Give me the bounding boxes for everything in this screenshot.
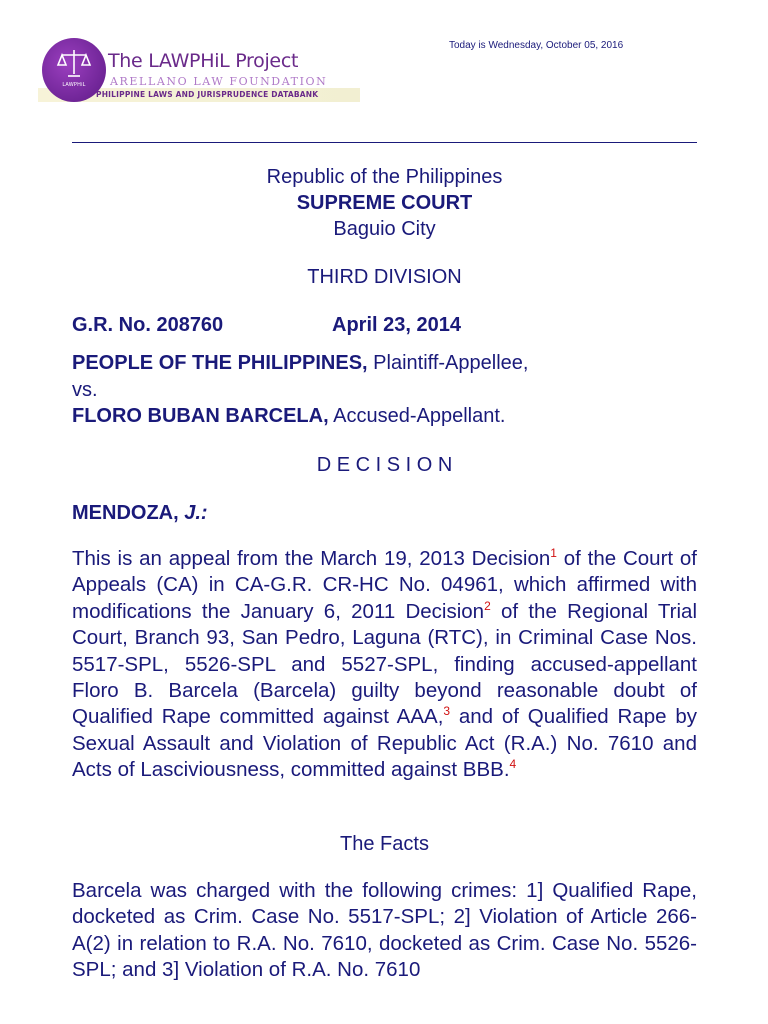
footnote-link-3[interactable]: 3 (443, 704, 451, 719)
ponente-name: MENDOZA, (72, 502, 185, 524)
date-text: Today is Wednesday, October 05, 2016 (449, 40, 624, 51)
facts-heading: The Facts (340, 833, 429, 855)
ponente-line (72, 500, 208, 526)
header-divider (72, 142, 697, 143)
logo-circle-text: LAWPHiL (62, 82, 86, 88)
plaintiff-line (72, 350, 528, 376)
logo-emblem (42, 38, 106, 102)
footnote-link-4[interactable]: 4 (509, 757, 517, 772)
plaintiff-name: PEOPLE OF THE PHILIPPINES, (72, 352, 368, 374)
case-date: April 23, 2014 (332, 314, 461, 336)
intro-seg1: This is an appeal from the March 19, 2013 Decision (72, 547, 551, 570)
logo-subtitle: ARELLANO LAW FOUNDATION (110, 75, 328, 88)
intro-seg2: of the Court of Appeals (CA) in CA-G.R. CR-HC No. 04961, which affirmed with modifications the January 6, 2011 Decision (72, 547, 697, 623)
republic-line: Republic of the Philippines (266, 166, 503, 188)
decision-heading: D E C I S I O N (316, 454, 453, 476)
court-city: Baguio City (333, 218, 436, 240)
logo-title-prefix: The (108, 50, 149, 72)
logo-title-suffix: Project (229, 50, 299, 72)
logo-title (108, 50, 298, 72)
accused-name: FLORO BUBAN BARCELA, (72, 405, 329, 427)
footnote-link-1[interactable]: 1 (550, 546, 557, 561)
intro-seg4: and of Qualified Rape by Sexual Assault and Violation of Republic Act (R.A.) No. 7610 and Acts of Lasciviousness, committed against BBB. (72, 705, 697, 782)
versus-line: vs. (72, 379, 98, 401)
accused-role: Accused-Appellant. (328, 405, 506, 427)
plaintiff-role: Plaintiff-Appellee, (367, 352, 529, 374)
logo-title-brand: LAWPHiL (148, 50, 230, 72)
intro-paragraph (72, 546, 697, 784)
accused-line (72, 403, 505, 429)
footnote-link-2[interactable]: 2 (484, 598, 491, 613)
logo-band-text: PHILIPPINE LAWS AND JURISPRUDENCE DATABANK (96, 90, 319, 99)
division-name: THIRD DIVISION (307, 266, 462, 288)
intro-seg3: of the Regional Trial Court, Branch 93, San Pedro, Laguna (RTC), in Criminal Case Nos. 5517-SPL, 5526-SPL and 5527-SPL, finding accused-appellant Floro B. Barcela (Barcela) guilty beyond reasonable doubt of Qualified Rape committed against AAA, (72, 599, 697, 729)
court-name: SUPREME COURT (296, 192, 473, 214)
facts-paragraph: Barcela was charged with the following crimes: 1] Qualified Rape, docketed as Crim. Case No. 5517-SPL; 2] Violation of Article 266-A(2) in relation to R.A. No. 7610, docketed as Crim. Case No. 5526-SPL; and 3] Violation of R.A. No. 7610 (72, 879, 697, 982)
lawphil-logo[interactable] (38, 38, 360, 104)
ponente-title: J.: (184, 502, 208, 524)
scales-of-justice-icon (56, 46, 92, 82)
gr-number: G.R. No. 208760 (72, 314, 224, 336)
